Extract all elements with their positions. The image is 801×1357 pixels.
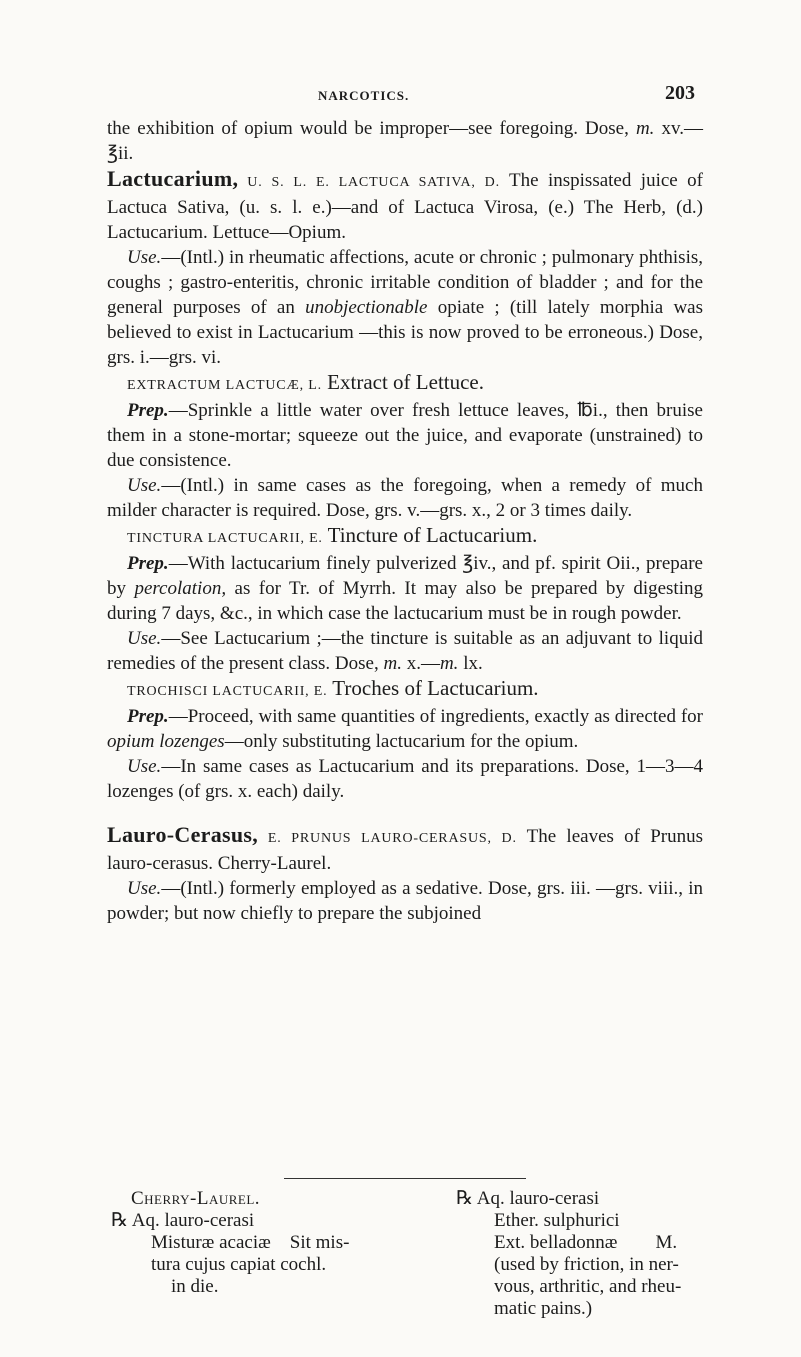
lauro-headword: Lauro-Cerasus,	[107, 822, 259, 847]
formula-line: ℞ Aq. lauro-cerasi	[456, 1188, 600, 1209]
lactucarium-headword: Lactucarium,	[107, 166, 239, 191]
extractum-prep: Prep.—Sprinkle a little water over fresh lettuce leaves, ℔i., then bruise them in a stone-mortar; squeeze out the juice, and evaporate (unstrained) to due consistence.	[107, 400, 703, 471]
formula-line: tura cujus capiat cochl.	[151, 1254, 327, 1275]
extractum-use: Use.—(Intl.) in same cases as the foregoing, when a remedy of much milder character is required. Dose, grs. v.—grs. x., 2 or 3 times daily.	[107, 475, 703, 521]
formula-line: Misturæ acaciæ Sit mis-	[151, 1232, 350, 1253]
opening-paragraph: the exhibition of opium would be improper—see foregoing. Dose, m. xv.—℥ii.	[107, 118, 703, 164]
page-body	[107, 116, 703, 926]
divider-rule	[284, 1178, 526, 1179]
formula-line: ℞ Aq. lauro-cerasi	[111, 1210, 255, 1231]
trochisci-prep: Prep.—Proceed, with same quantities of ingredients, exactly as directed for opium lozenges—only substituting lactucarium for the opium.	[107, 706, 703, 752]
tinctura-title: TINCTURA LACTUCARII, E. Tincture of Lactucarium.	[127, 523, 538, 547]
extractum-title: EXTRACTUM LACTUCÆ, L. Extract of Lettuce.	[127, 370, 485, 394]
formula-line: Ext. belladonnæ M.	[494, 1232, 678, 1253]
lactucarium-use: Use.—(Intl.) in rheumatic affections, acute or chronic ; pulmonary phthisis, coughs ; gastro-enteritis, chronic irritable condition of bladder ; and for the general purposes of an unobjectionable opiate ; (till lately morphia was believed to exist in Lactucarium —this is now proved to be erroneous.) Dose, grs. i.—grs. vi.	[107, 247, 703, 368]
formula-line: (used by friction, in ner-	[494, 1254, 679, 1275]
formula-block	[111, 1188, 711, 1318]
formula-line: vous, arthritic, and rheu-	[494, 1276, 682, 1297]
trochisci-use: Use.—In same cases as Lactucarium and its preparations. Dose, 1—3—4 lozenges (of grs. x. each) daily.	[107, 756, 703, 802]
page-header	[0, 82, 801, 110]
page-number: 203	[665, 82, 695, 104]
lactucarium-entry: Lactucarium, U. S. L. E. LACTUCA SATIVA, D. The inspissated juice of Lactuca Sativa, (u. s. l. e.)—and of Lactuca Virosa, (e.) The Herb, (d.) Lactucarium. Lettuce—Opium.	[107, 166, 703, 243]
trochisci-title: TROCHISCI LACTUCARII, E. Troches of Lactucarium.	[127, 676, 539, 700]
lauro-entry: Lauro-Cerasus, E. PRUNUS LAURO-CERASUS, D. The leaves of Prunus lauro-cerasus. Cherry-Laurel.	[107, 822, 703, 874]
formula-right-column	[456, 1188, 716, 1320]
running-head: NARCOTICS.	[318, 88, 410, 103]
formula-left-column	[111, 1188, 411, 1298]
tinctura-prep: Prep.—With lactucarium finely pulverized ℥iv., and pf. spirit Oii., prepare by percolation, as for Tr. of Myrrh. It may also be prepared by digesting during 7 days, &c., in which case the lactucarium must be in rough powder.	[107, 553, 703, 624]
formula-line: in die.	[171, 1276, 219, 1297]
formula-line: matic pains.)	[494, 1298, 593, 1319]
lauro-use: Use.—(Intl.) formerly employed as a sedative. Dose, grs. iii. —grs. viii., in powder; but now chiefly to prepare the subjoined	[107, 878, 703, 924]
formula-title: Cherry-Laurel.	[131, 1188, 261, 1209]
formula-line: Ether. sulphurici	[494, 1210, 620, 1231]
tinctura-use: Use.—See Lactucarium ;—the tincture is suitable as an adjuvant to liquid remedies of the present class. Dose, m. x.—m. lx.	[107, 628, 703, 674]
